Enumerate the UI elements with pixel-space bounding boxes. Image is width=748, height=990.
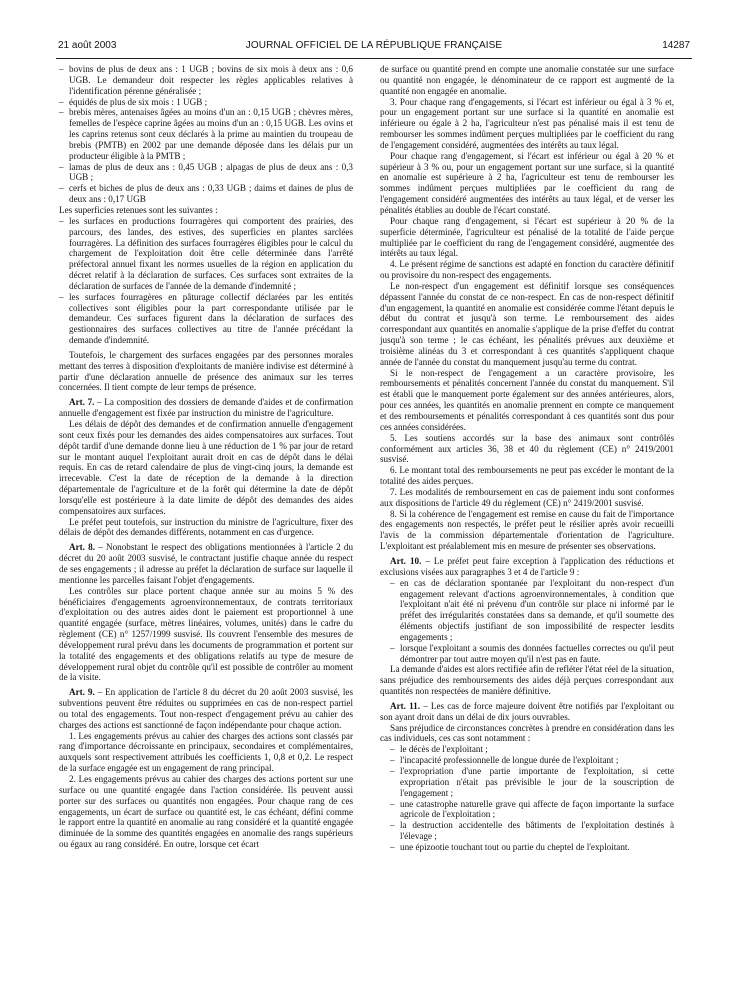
paragraph: Toutefois, le chargement des surfaces engagées par des personnes morales mettant des terres à disposition d'exploitants de manière indivise est déterminé à partir d'une déclaration annuelle de présence des animaux sur les terres concernées. Il tient compte de leur temps de présence.: [59, 349, 353, 393]
paragraph: La demande d'aides est alors rectifiée afin de refléter l'état réel de la situation, sans préjudice des remboursements des aides déjà perçues correspondant aux quantités non respectées de manière définitive.: [380, 664, 674, 697]
list-item: – brebis mères, antenaises âgées au moins d'un an : 0,15 UGB ; chèvres mères, femelles de l'espèce caprine âgées au moins d'un an : 0,15 UGB. Les ovins et les caprins retenus sont ceux déclarés à la prime au maintien du troupeau de brebis (PMTB) en 2002 par une demande déposée dans les délais pur un producteur éligible à la PMTB ;: [59, 107, 353, 161]
force-majeure-list: [380, 744, 674, 852]
paragraph: 5. Les soutiens accordés sur la base des animaux sont contrôlés conformément aux articles 36, 38 et 40 du règlement (CE) n° 2419/2001 susvisé.: [380, 432, 674, 465]
list-item: – les surfaces en productions fourragères qui comportent des prairies, des parcours, des landes, des estives, des superficies en plantes sarclées fourragères. La définition des surfaces fourragères éligibles pour le calcul du chargement de l'exploitation doit être celle déterminée dans l'arrêté préfectoral annuel fixant les normes usuelles de la région en application du décret relatif à la déclaration de surfaces. Ces surfaces sont extraites de la déclaration de surfaces de l'année de la demande d'indemnité ;: [59, 216, 353, 292]
article-label: Art. 11.: [390, 700, 421, 711]
list-item: – bovins de plus de deux ans : 1 UGB ; bovins de six mois à deux ans : 0,6 UGB. Le demandeur doit respecter les règles applicables relatives à l'identification pérenne généralisée ;: [59, 64, 353, 97]
paragraph: 7. Les modalités de remboursement en cas de paiement indu sont conformes aux dispositions de l'article 49 du règlement (CE) n° 2419/2001 susvisé.: [380, 486, 674, 508]
paragraph: Le préfet peut toutefois, sur instruction du ministre de l'agriculture, fixer des délais de dépôt des demandes différents, notamment en cas d'urgence.: [59, 516, 353, 538]
list-item: – lamas de plus de deux ans : 0,45 UGB ; alpagas de plus de deux ans : 0,3 UGB ;: [59, 162, 353, 184]
list-item: – les surfaces fourragères en pâturage collectif déclarées par les entités collectives sont éligibles pour la part correspondante utilisée par le demandeur. Ces surfaces figurent dans la déclaration de surfaces des gestionnaires des surfaces collectives au titre de l'année précédant la demande d'indemnité.: [59, 292, 353, 346]
paragraph: de surface ou quantité prend en compte une anomalie constatée sur une surface ou quantité non engagée, le dénominateur de ce rapport est augmenté de la quantité non engagée en anomalie.: [380, 64, 674, 96]
header-rule: [56, 58, 692, 59]
article-8: [59, 542, 353, 585]
paragraph: 1. Les engagements prévus au cahier des charges des actions sont classés par rang d'importance décroissante en principaux, secondaires et complémentaires, auxquels sont respectivement attribués les coefficients 1, 0,8 et 0,2. Le respect de la surface engagée est un engagement de rang principal.: [59, 730, 353, 774]
paragraph: Si le non-respect de l'engagement a un caractère provisoire, les remboursements et pénalités concernent l'année du constat du manquement. S'il est établi que le manquement porte également sur des années antérieures, alors, pour ces années, les quantités en anomalie prennent en compte ce manquement et des remboursements et pénalités correspondant à ces quantités sont dus pour ces années considérées.: [380, 367, 674, 432]
paragraph: 8. Si la cohérence de l'engagement est remise en cause du fait de l'importance des engagements non respectés, le préfet peut le résilier après avoir recueilli l'avis de la commission départementale d'orientation de l'agriculture. L'exploitant est préalablement mis en mesure de présenter ses observations.: [380, 508, 674, 552]
page-header: [58, 40, 690, 54]
paragraph: Les délais de dépôt des demandes et de confirmation annuelle d'engagement sont ceux fixés pour les demandes des aides compensatoires aux surfaces. Tout dépôt tardif d'une demande donne lieu à une réduction de 1 % par jour de retard sur le montant auquel l'exploitant aurait droit en cas de dépôt dans le délai requis. En cas de retard calendaire de plus de vingt-cinq jours, la demande est irrecevable. C'est la date de réception de la demande à la direction départementale de l'agriculture et de la forêt qui détermine la date de dépôt lorsqu'elle est postérieure à la date limite de dépôt des demandes des aides compensatoires aux surfaces.: [59, 419, 353, 516]
list-item: – une épizootie touchant tout ou partie du cheptel de l'exploitant.: [380, 842, 674, 853]
header-date: 21 août 2003: [58, 40, 117, 51]
article-text: – Les cas de force majeure doivent être notifiés par l'exploitant ou son ayant droit dans un délai de dix jours ouvrables.: [380, 700, 674, 722]
paragraph: Les superficies retenues sont les suivantes :: [59, 204, 218, 215]
article-11: [380, 701, 674, 723]
list-item: – le décès de l'exploitant ;: [380, 744, 674, 755]
article-text: – Le préfet peut faire exception à l'application des réductions et exclusions visées aux paragraphes 3 et 4 de l'article 9 :: [380, 555, 675, 577]
article-7: [59, 397, 353, 419]
article-text: – La composition des dossiers de demande d'aides et de confirmation annuelle d'engagement est fixée par instruction du ministre de l'agriculture.: [59, 397, 354, 419]
list-item: – l'incapacité professionnelle de longue durée de l'exploitant ;: [380, 755, 674, 766]
article-label: Art. 7.: [69, 397, 95, 408]
header-title: JOURNAL OFFICIEL DE LA RÉPUBLIQUE FRANÇAISE: [245, 40, 503, 51]
paragraph: Les contrôles sur place portent chaque année sur au moins 5 % des bénéficiaires d'engagements agroenvironnementaux, de contrats territoriaux d'exploitation ou des autres aides dont le paiement est proportionnel à une quantité engagée (surface, mètres linéaires, volumes, unités) dans le cadre du règlement (CE) n° 1257/1999 susvisé. Ils couvrent l'ensemble des mesures de développement rural prévu dans les documents de programmation et portent sur la totalité des engagements et des obligations relatifs au type de mesure de développement rural objet du contrôle qu'il est possible de contrôler au moment de la visite.: [59, 585, 353, 683]
article-label: Art. 9.: [69, 687, 95, 698]
article-label: Art. 8.: [69, 542, 96, 553]
paragraph: 4. Le présent régime de sanctions est adapté en fonction du caractère définitif ou provisoire du non-respect des engagements.: [380, 259, 674, 281]
paragraph: Pour chaque rang d'engagement, si l'écart est supérieur à 20 % de la superficie déterminée, l'agriculteur est pénalisé de la totalité de l'aide perçue multipliée par le coefficient du rang de l'engagement considéré, augmentée des intérêts au taux légal.: [380, 215, 674, 259]
list-item: – une catastrophe naturelle grave qui affecte de façon importante la surface agricole de l'exploitation ;: [380, 799, 674, 821]
left-column: [59, 64, 353, 850]
surfaces-list: [59, 216, 353, 346]
header-page-number: 14287: [662, 40, 690, 51]
article-text: – Nonobstant le respect des obligations mentionnées à l'article 2 du décret du 20 août 2003 susvisé, le contractant justifie chaque année du respect de ses engagements ; il adresse au préfet la déclaration de surface sur laquelle il mentionne les parcelles faisant l'objet d'engagements.: [59, 542, 354, 585]
exceptions-list: [380, 578, 674, 665]
list-item: – l'expropriation d'une partie importante de l'exploitation, si cette expropriation n'était pas prévisible le jour de la souscription de l'engagement ;: [380, 766, 674, 799]
paragraph: Le non-respect d'un engagement est définitif lorsque ses conséquences dépassent l'année du constat de ce non-respect. En cas de non-respect définitif d'un engagement, la quantité en anomalie est considérée comme l'étant depuis le début du contrat et jusqu'à son terme. Le remboursement des aides correspondant aux quantités en anomalie s'applique de la prise d'effet du contrat jusqu'à son terme ; le cas échéant, les pénalités prévues aux deuxième et troisième alinéas du 3 et correspondant à ces quantités s'appliquent chaque année de l'année du constat du manquement jusqu'au terme du contrat.: [380, 280, 674, 367]
paragraph: Pour chaque rang d'engagement, si l'écart est inférieur ou égal à 20 % et supérieur à 3 % ou, pour un engagement portant sur une surface, si la quantité en anomalie est supérieure à 2 ha, l'agriculteur est tenu de rembourser les sommes indûment perçues multipliées par le coefficient du rang de l'engagement considéré augmentées des intérêts au taux légal, et de verser les pénalités établies au double de l'écart constaté.: [380, 150, 674, 215]
list-item: – lorsque l'exploitant a soumis des données factuelles correctes ou qu'il peut démontrer par tout autre moyen qu'il n'est pas en faute.: [380, 643, 674, 665]
paragraph: 6. Le montant total des remboursements ne peut pas excéder le montant de la totalité des aides perçues.: [380, 465, 674, 487]
paragraph: Sans préjudice de circonstances concrètes à prendre en considération dans les cas individuels, ces cas sont notamment :: [380, 722, 674, 744]
list-item: – en cas de déclaration spontanée par l'exploitant du non-respect d'un engagement relevant d'actions agroenvironnementales, à condition que l'exploitant n'ait été ni prévenu d'un contrôle sur place ni informé par le préfet des irrégularités constatées dans sa demande, et qu'il soumette des éléments objectifs justifiant de son impossibilité de respecter lesdits engagements ;: [380, 578, 674, 643]
livestock-list: [59, 64, 353, 205]
paragraph: 2. Les engagements prévus au cahier des charges des actions portent sur une surface ou une quantité engagée dans l'action considérée. Ils peuvent aussi porter sur des surfaces ou quantités non engagées. Pour chaque rang de ces engagements, un écart de surface ou quantité est, le cas échéant, défini comme le rapport entre la quantité en anomalie au rang considéré et la quantité engagée diminuée de la somme des quantités engagées en anomalie des rangs supérieurs ou égaux au rang considéré. En outre, lorsque cet écart: [59, 774, 353, 850]
list-item: – la destruction accidentelle des bâtiments de l'exploitation destinés à l'élevage ;: [380, 820, 674, 842]
article-label: Art. 10.: [390, 555, 422, 566]
right-column: [380, 64, 674, 853]
list-item: – cerfs et biches de plus de deux ans : 0,33 UGB ; daims et daines de plus de deux ans : 0,17 UGB: [59, 183, 353, 205]
article-10: [380, 556, 674, 578]
article-text: – En application de l'article 8 du décret du 20 août 2003 susvisé, les subventions peuvent être réduites ou supprimées en cas de non-respect partiel ou total des engagements. Tout non-respect d'engagement prévu au cahier des charges des actions est sanctionné de façon indépendante pour chaque action.: [59, 687, 353, 730]
article-9: [59, 687, 353, 730]
paragraph: 3. Pour chaque rang d'engagements, si l'écart est inférieur ou égal à 3 % et, pour un engagement portant sur une surface si la quantité en anomalie est inférieure ou égale à 2 ha, l'agriculteur n'est pas pénalisé mais il est tenu de rembourser les sommes indûment perçues multipliées par le coefficient du rang de l'engagement considéré, augmentées des intérêts au taux légal.: [380, 96, 674, 150]
list-item: – équidés de plus de six mois : 1 UGB ;: [59, 97, 353, 108]
